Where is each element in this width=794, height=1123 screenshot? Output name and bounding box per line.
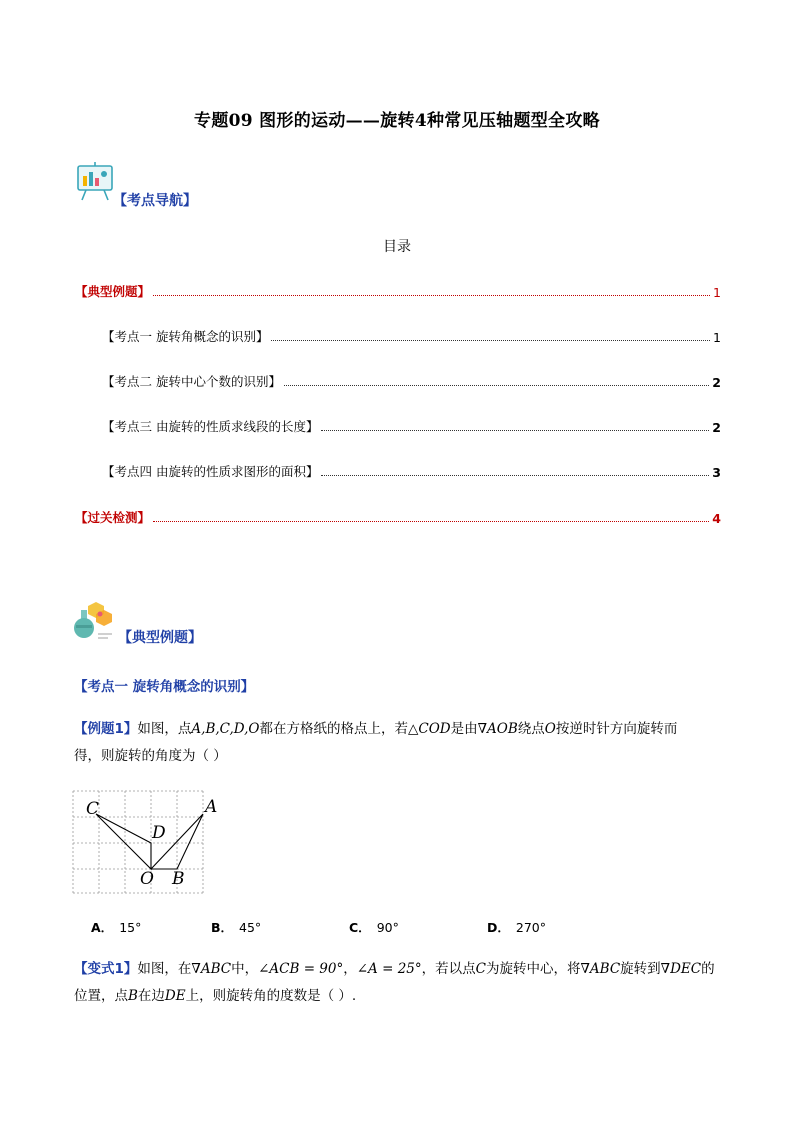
option-text: 90° [376,920,399,935]
text-run: 如图，在 [137,961,192,977]
math-points: A,B,C,D,O [191,721,260,737]
toc-label: 【考点二 旋转中心个数的识别】 [102,374,281,389]
point1-heading: 【考点一 旋转角概念的识别】 [74,679,255,695]
example-tag: 【例题1】 [74,721,138,737]
text-run: 得，则旋转的角度为（ ） [74,748,227,764]
toc-row-point1[interactable] [102,325,721,345]
label-D: D [152,823,166,843]
option-d[interactable] [487,918,546,936]
triangle-lines [96,814,203,869]
option-c[interactable] [349,918,399,936]
variant-tag: 【变式1】 [74,961,138,977]
math-triangle: ∇DEC [660,961,702,977]
page-title: 专题09 图形的运动——旋转4种常见压轴题型全攻略 [194,111,600,131]
toc-leader [284,385,709,386]
example1-text [74,716,724,770]
typical-examples-heading: 【典型例题】 [118,630,202,646]
text-run: 按逆时针方向旋转而 [555,721,678,737]
math-triangle: ∇AOB [477,721,518,737]
text-run: ， [343,961,357,977]
toc-row-typical[interactable] [75,280,721,300]
option-text: 45° [239,920,262,935]
text-run: 是由 [450,721,478,737]
text-run: 如图，点 [137,721,192,737]
label-B: B [172,869,185,889]
math-triangle: ∇ABC [191,961,232,977]
presentation-board-icon [74,160,118,204]
toc-page: 2 [712,420,721,435]
text-run: 在边 [137,988,165,1004]
variant1-text [74,956,724,1010]
math-triangle: △COD [408,721,451,737]
toc-page: 2 [712,375,721,390]
text-run: 绕点 [517,721,545,737]
option-a[interactable] [91,918,141,936]
option-letter: B． [211,920,234,935]
chemistry-flask-icon [72,600,116,640]
math-point: O [544,721,556,737]
toc-page: 4 [712,511,721,526]
toc-row-point2[interactable] [102,370,721,390]
option-b[interactable] [211,918,261,936]
option-letter: D． [487,920,510,935]
grid-figure [70,788,230,898]
math-point: C [475,961,486,977]
nav-heading: 【考点导航】 [113,193,197,209]
toc-page: 1 [713,330,721,345]
toc-page: 1 [713,285,721,300]
label-O: O [140,869,154,889]
text-run: 的 [701,961,715,977]
toc-page: 3 [712,465,721,480]
toc-label: 【典型例题】 [75,284,151,299]
text-run: 旋转到 [620,961,661,977]
text-run: 位置，点 [74,988,128,1004]
toc-label: 【考点四 由旋转的性质求图形的面积】 [102,464,319,479]
toc-leader [153,521,709,522]
toc-leader [271,340,710,341]
toc-row-check[interactable] [75,506,721,526]
label-C: C [86,799,100,819]
label-A: A [205,797,218,817]
option-text: 270° [515,920,546,935]
toc-title: 目录 [383,239,411,255]
toc-label: 【过关检测】 [75,510,151,525]
toc-leader [321,430,709,431]
toc-row-point3[interactable] [102,415,721,435]
toc-label: 【考点一 旋转角概念的识别】 [102,329,269,344]
toc-label: 【考点三 由旋转的性质求线段的长度】 [102,419,319,434]
text-run: ，若以点 [421,961,476,977]
toc-leader [321,475,709,476]
option-letter: C． [349,920,371,935]
option-text: 15° [119,920,142,935]
text-run: 中， [231,961,259,977]
option-letter: A． [91,920,114,935]
math-segment: DE [164,988,186,1004]
math-angle: ∠A = 25° [356,961,422,977]
text-run: 上，则旋转角的度数是（ ）. [185,988,357,1004]
math-angle: ∠ACB = 90° [258,961,344,977]
text-run: 为旋转中心，将 [485,961,581,977]
text-run: 都在方格纸的格点上，若 [259,721,408,737]
toc-row-point4[interactable] [102,460,721,480]
math-point: B [128,988,138,1004]
toc-leader [153,295,710,296]
math-triangle: ∇ABC [580,961,621,977]
